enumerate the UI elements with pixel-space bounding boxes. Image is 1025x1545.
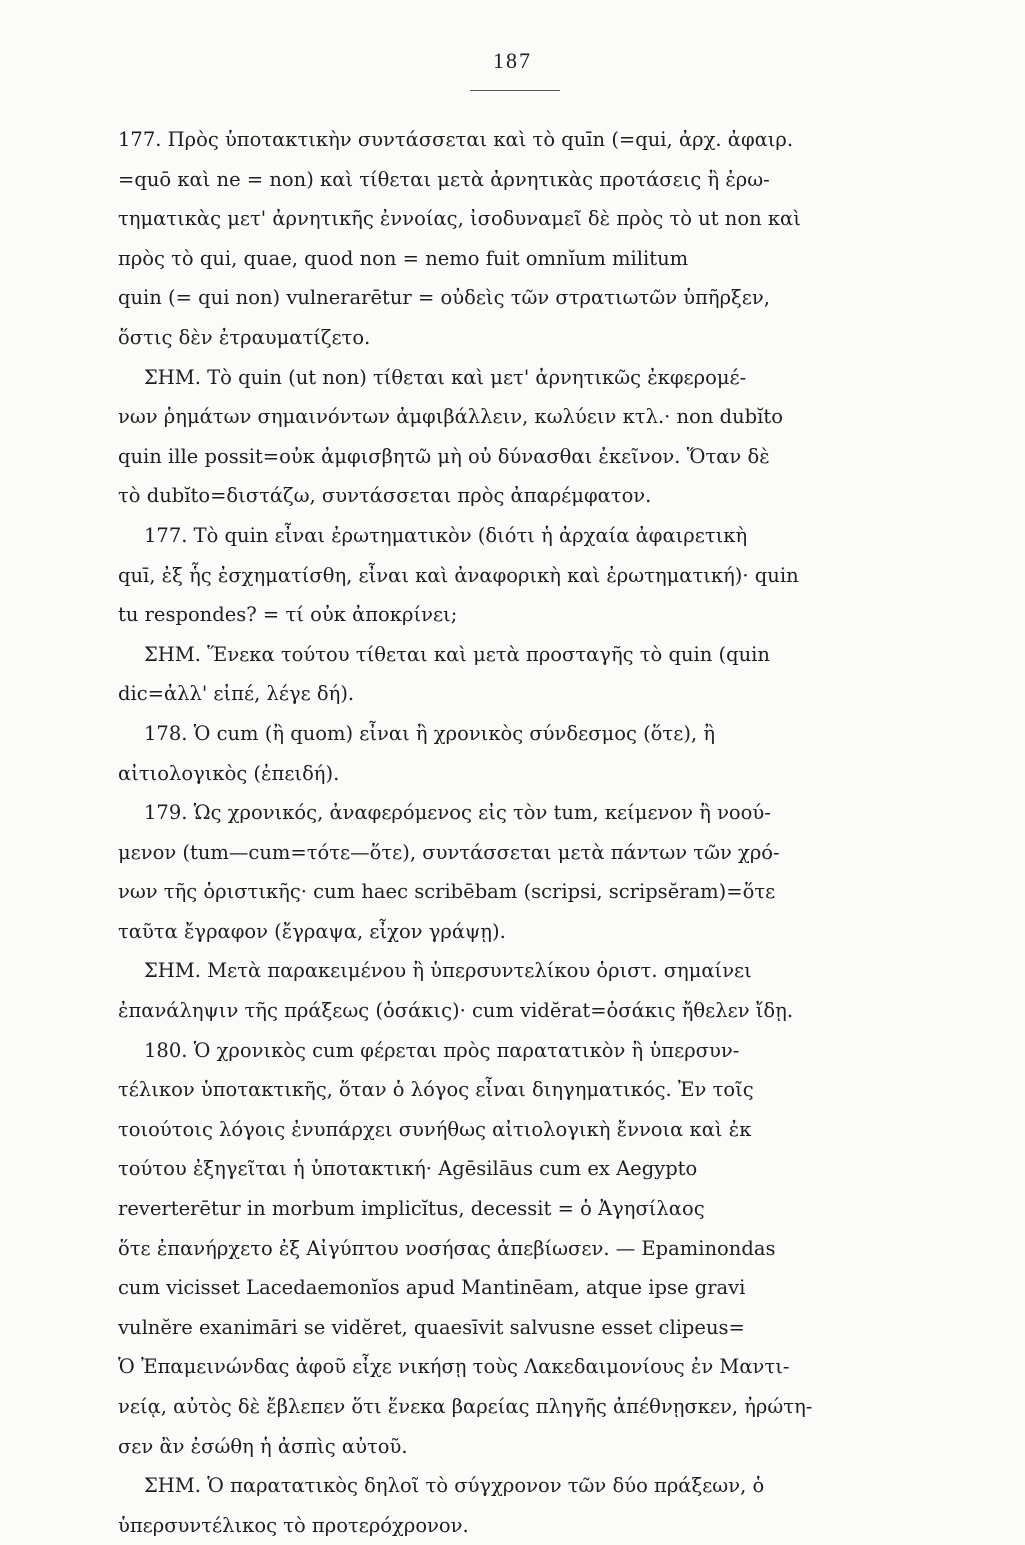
text-line: ΣΗΜ. Ὁ παρατατικὸς δηλοῖ τὸ σύγχρονον τῶν δύο πράξεων, ὁ — [144, 1474, 765, 1498]
text-line: ΣΗΜ. Ἕνεκα τούτου τίθεται καὶ μετὰ προσταγῆς τὸ quin (quin — [144, 642, 770, 666]
text-line: reverterētur in morbum implicĭtus, decessit = ὁ Ἀγησίλαος — [118, 1197, 705, 1221]
text-line: =quō καὶ ne = non) καὶ τίθεται μετὰ ἀρνητικὰς προτάσεις ἢ ἐρω- — [118, 167, 770, 191]
text-line: tu respondes? = τί οὐκ ἀποκρίνει; — [118, 603, 458, 627]
text-line: ἐπανάληψιν τῆς πράξεως (ὁσάκις)· cum vidĕrat=ὁσάκις ἤθελεν ἴδῃ. — [118, 999, 794, 1023]
page-number: 187 — [493, 48, 532, 73]
text-line: dic=ἀλλ' εἰπέ, λέγε δή). — [118, 682, 355, 706]
text-line: σεν ἂν ἐσώθη ἡ ἀσπὶς αὐτοῦ. — [118, 1434, 408, 1458]
text-line: νείᾳ, αὐτὸς δὲ ἔβλεπεν ὅτι ἕνεκα βαρείας πληγῆς ἀπέθνῃσκεν, ἠρώτη- — [118, 1395, 813, 1418]
text-line: quin ille possit=οὐκ ἀμφισβητῶ μὴ οὐ δύνασθαι ἐκεῖνον. Ὅταν δὲ — [118, 444, 770, 468]
text-line: ὅστις δὲν ἐτραυματίζετο. — [118, 325, 371, 349]
text-line: τέλικον ὑποτακτικῆς, ὅταν ὁ λόγος εἶναι διηγηματικός. Ἐν τοῖς — [118, 1078, 754, 1102]
text-line: ΣΗΜ. Τὸ quin (ut non) τίθεται καὶ μετ' ἀρνητικῶς ἐκφερομέ- — [144, 365, 747, 389]
text-line: 177. Πρὸς ὑποτακτικὴν συντάσσεται καὶ τὸ quīn (=qui, ἀρχ. ἀφαιρ. — [118, 128, 794, 151]
page-text — [118, 120, 960, 1545]
text-line: ταῦτα ἔγραφον (ἔγραψα, εἶχον γράψῃ). — [118, 919, 506, 943]
text-line: τηματικὰς μετ' ἀρνητικῆς ἐννοίας, ἰσοδυναμεῖ δὲ πρὸς τὸ ut non καὶ — [118, 207, 801, 231]
text-line: ὑπερσυντέλικος τὸ προτερόχρονον. — [118, 1513, 469, 1537]
text-line: cum vicisset Lacedaemonĭos apud Mantinēam, atque ipse gravi — [118, 1276, 746, 1300]
text-line: quin (= qui non) vulnerarētur = οὐδεὶς τῶν στρατιωτῶν ὑπῆρξεν, — [118, 286, 770, 310]
text-line: 179. Ὡς χρονικός, ἀναφερόμενος εἰς τὸν tum, κείμενον ἢ νοού- — [144, 801, 771, 825]
text-line: μενον (tum—cum=τότε—ὅτε), συντάσσεται μετὰ πάντων τῶν χρό- — [118, 840, 780, 864]
text-line: 177. Τὸ quin εἶναι ἐρωτηματικὸν (διότι ἡ ἀρχαία ἀφαιρετικὴ — [144, 523, 748, 547]
text-line: νων τῆς ὁριστικῆς· cum haec scribēbam (scripsi, scripsĕram)=ὅτε — [118, 880, 776, 904]
text-line: τούτου ἐξηγεῖται ἡ ὑποτακτική· Agēsilāus cum ex Aegypto — [118, 1157, 698, 1181]
text-line: vulnĕre exanimāri se vidĕret, quaesīvit salvusne esset clipeus= — [118, 1315, 745, 1339]
text-line: ΣΗΜ. Μετὰ παρακειμένου ἢ ὑπερσυντελίκου ὁριστ. σημαίνει — [144, 959, 752, 983]
text-line: νων ῥημάτων σημαινόντων ἀμφιβάλλειν, κωλύειν κτλ.· non dubĭto — [118, 405, 783, 429]
text-line: αἰτιολογικὸς (ἐπειδή). — [118, 761, 340, 785]
text-line: 180. Ὁ χρονικὸς cum φέρεται πρὸς παρατατικὸν ἢ ὑπερσυν- — [144, 1038, 740, 1062]
text-line: quī, ἐξ ἧς ἐσχηματίσθη, εἶναι καὶ ἀναφορικὴ καὶ ἐρωτηματική)· quin — [118, 563, 799, 587]
text-line: πρὸς τὸ qui, quae, quod non = nemo fuit omnĭum militum — [118, 246, 689, 270]
text-line: ὅτε ἐπανήρχετο ἐξ Αἰγύπτου νοσήσας ἀπεβίωσεν. — Epaminondas — [118, 1236, 776, 1260]
text-line: τὸ dubĭto=διστάζω, συντάσσεται πρὸς ἀπαρέμφατον. — [118, 484, 652, 508]
header-rule — [470, 90, 560, 91]
text-line: τοιούτοις λόγοις ἐνυπάρχει συνήθως αἰτιολογικὴ ἔννοια καὶ ἐκ — [118, 1117, 752, 1141]
text-line: 178. Ὁ cum (ἢ quom) εἶναι ἢ χρονικὸς σύνδεσμος (ὅτε), ἢ — [144, 721, 716, 745]
text-line: Ὁ Ἐπαμεινώνδας ἀφοῦ εἶχε νικήσῃ τοὺς Λακεδαιμονίους ἐν Μαντι- — [118, 1355, 790, 1379]
